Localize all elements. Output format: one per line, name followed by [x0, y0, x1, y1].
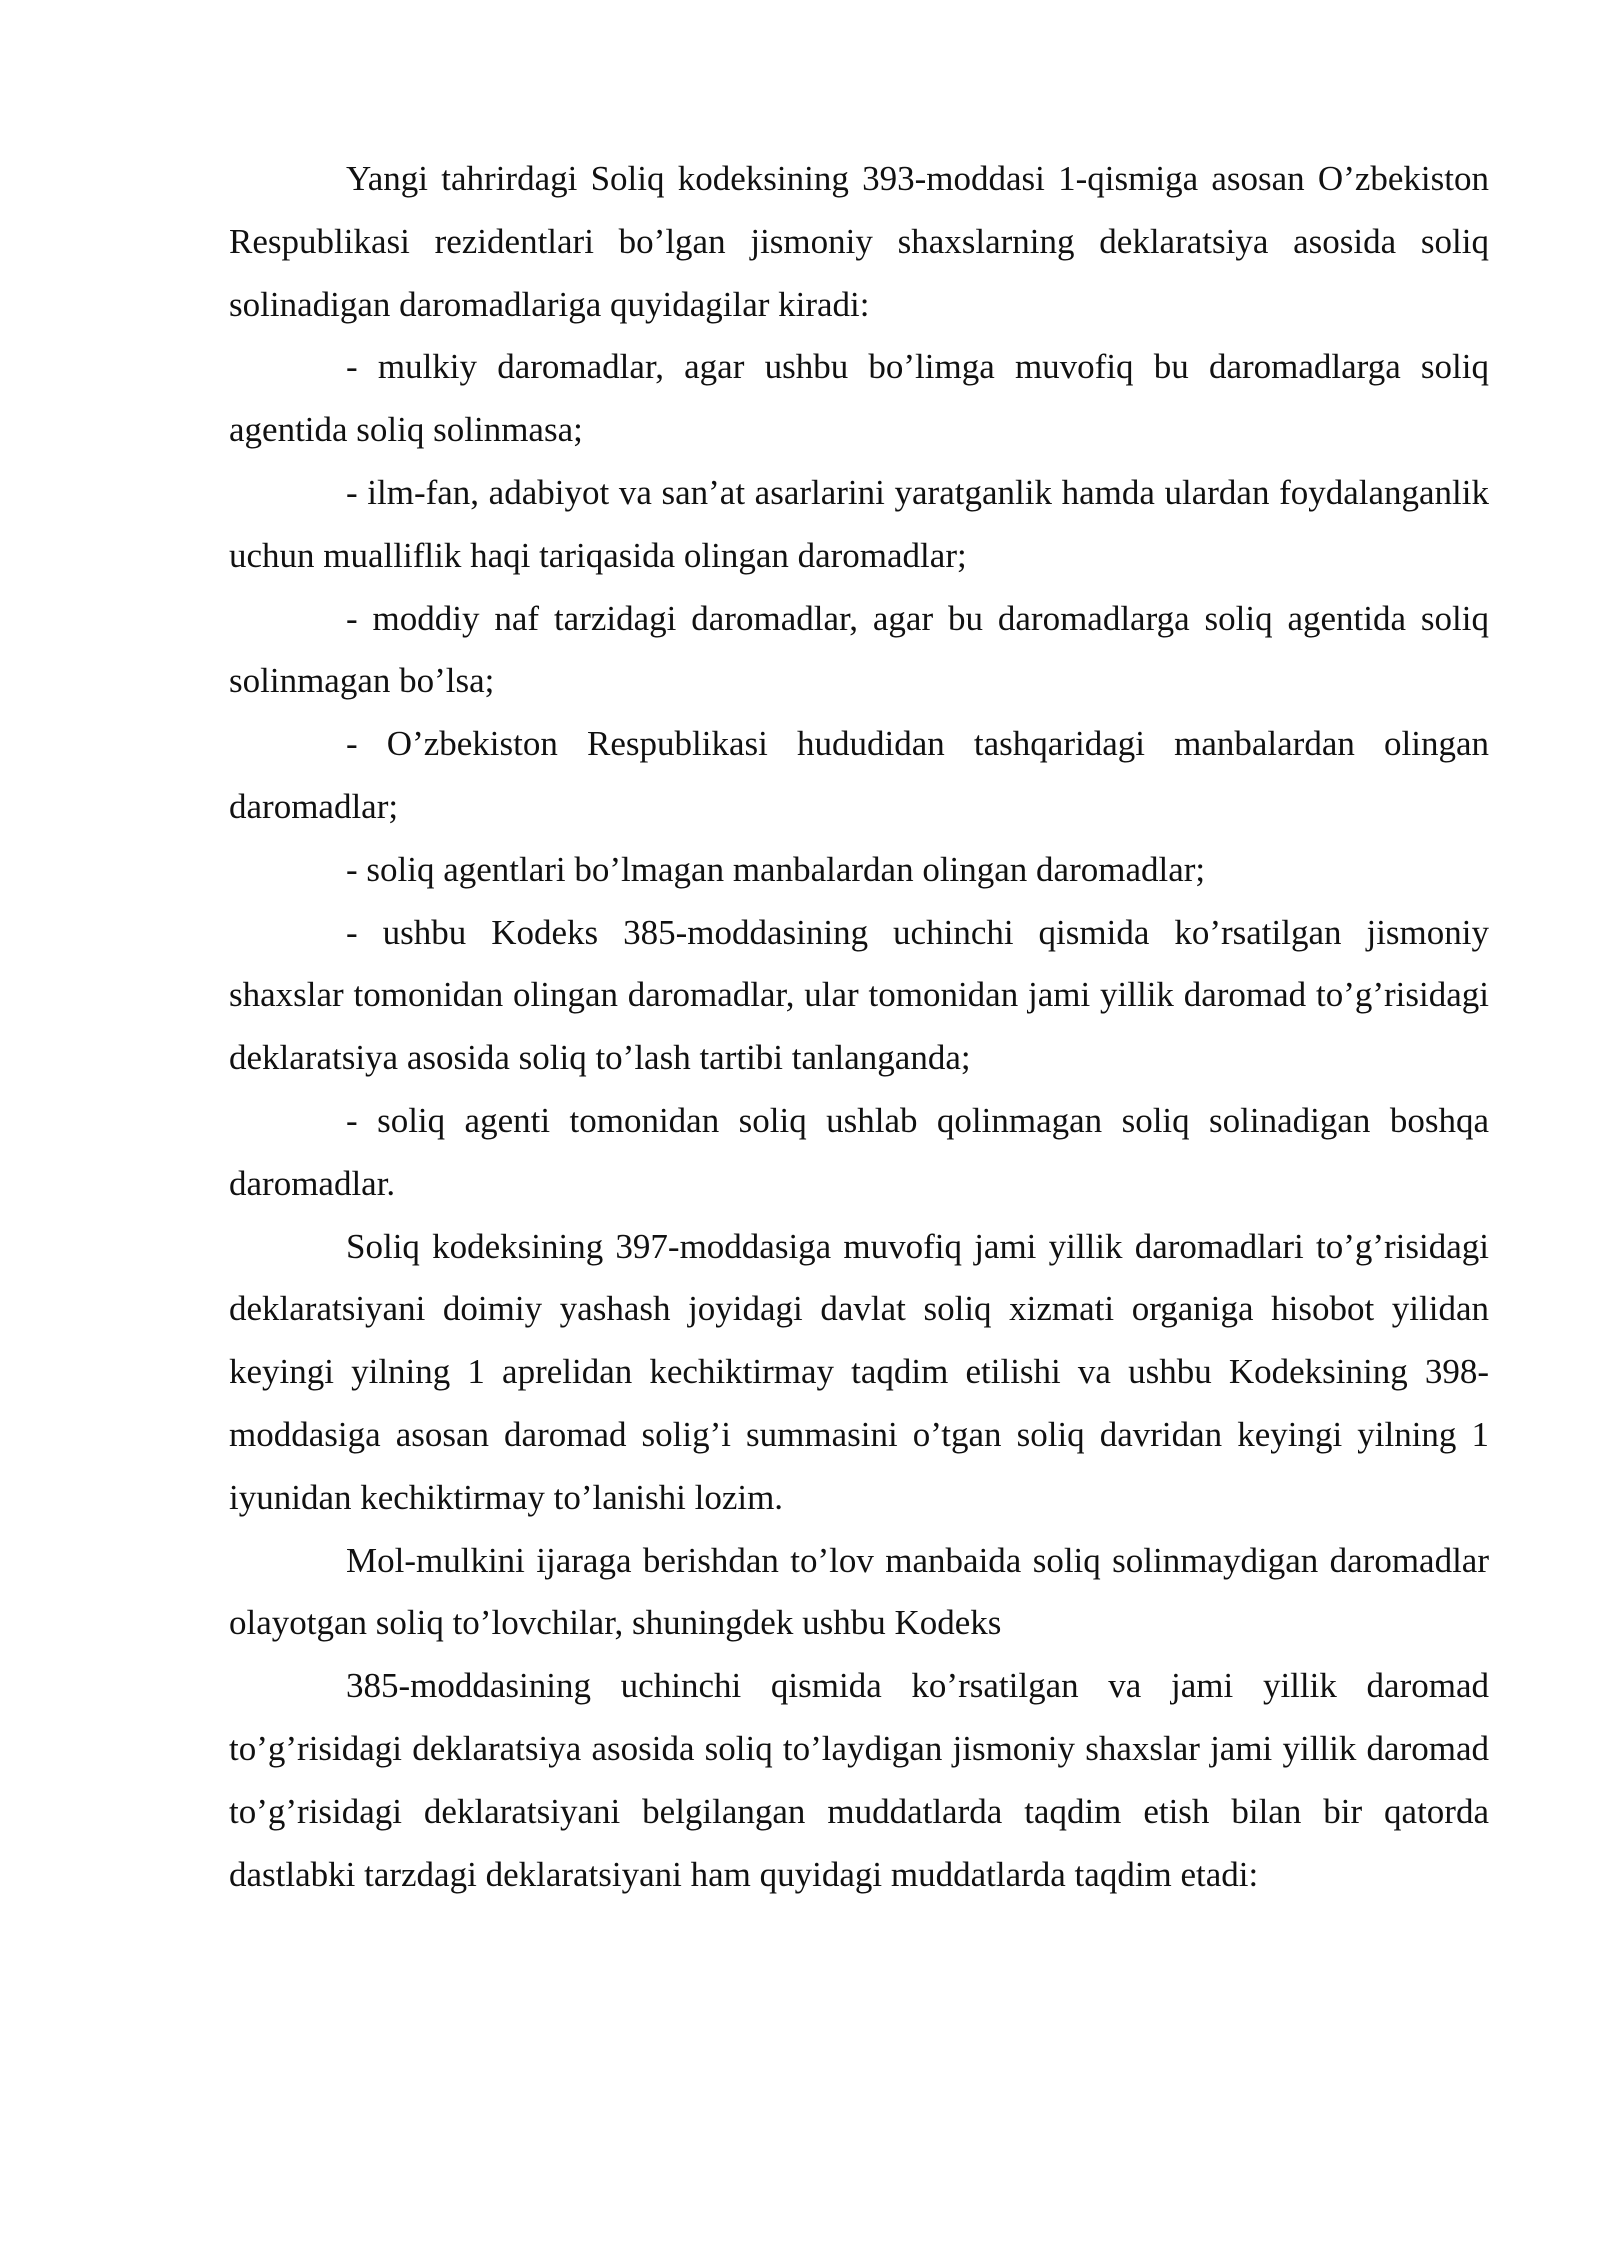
paragraph-article-397: Soliq kodeksining 397-moddasiga muvofiq jami yillik daromadlari to’g’risidagi deklaratsiyani doimiy yashash joyidagi davlat soliq xizmati organiga hisobot yilidan keyingi yilning 1 aprelidan kechiktirmay taqdim etilishi va ushbu Kodeksining 398-moddasiga asosan daromad solig’i summasini o’tgan soliq davridan keyingi yilning 1 iyunidan kechiktirmay to’lanishi lozim.	[229, 1226, 1489, 1517]
list-item-other-income: - soliq agenti tomonidan soliq ushlab qolinmagan soliq solinadigan boshqa daromadlar.	[229, 1100, 1489, 1203]
paragraph-preliminary-declaration: 385-moddasining uchinchi qismida ko’rsatilgan va jami yillik daromad to’g’risidagi deklaratsiya asosida soliq to’laydigan jismoniy shaxslar jami yillik daromad to’g’risidagi deklaratsiyani belgilangan muddatlarda taqdim etish bilan bir qatorda dastlabki tarzdagi deklaratsiyani ham quyidagi muddatlarda taqdim etadi:	[229, 1666, 1489, 1894]
list-item-property-income: - mulkiy daromadlar, agar ushbu bo’limga muvofiq bu daromadlarga soliq agentida soliq solinmasa;	[229, 347, 1489, 450]
list-item-foreign-income: - O’zbekiston Respublikasi hududidan tashqaridagi manbalardan olingan daromadlar;	[229, 724, 1489, 826]
list-item-non-agent-income: - soliq agentlari bo’lmagan manbalardan olingan daromadlar;	[346, 849, 1206, 889]
document-body	[229, 148, 1489, 1906]
list-item-article-385-income: - ushbu Kodeks 385-moddasining uchinchi qismida ko’rsatilgan jismoniy shaxslar tomonidan olingan daromadlar, ular tomonidan jami yillik daromad to’g’risidagi deklaratsiya asosida soliq to’lash tartibi tanlanganda;	[229, 912, 1489, 1078]
list-item-material-benefit: - moddiy naf tarzidagi daromadlar, agar bu daromadlarga soliq agentida soliq solinmagan bo’lsa;	[229, 598, 1489, 701]
paragraph-rental-income: Mol-mulkini ijaraga berishdan to’lov manbaida soliq solinmaydigan daromadlar olayotgan soliq to’lovchilar, shuningdek ushbu Kodeks	[229, 1540, 1489, 1643]
list-item-royalty-income: - ilm-fan, adabiyot va san’at asarlarini yaratganlik hamda ulardan foydalanganlik uchun mualliflik haqi tariqasida olingan daromadlar;	[229, 472, 1489, 575]
paragraph-intro: Yangi tahrirdagi Soliq kodeksining 393-moddasi 1-qismiga asosan O’zbekiston Respublikasi rezidentlari bo’lgan jismoniy shaxslarning deklaratsiya asosida soliq solinadigan daromadlariga quyidagilar kiradi:	[229, 159, 1489, 324]
